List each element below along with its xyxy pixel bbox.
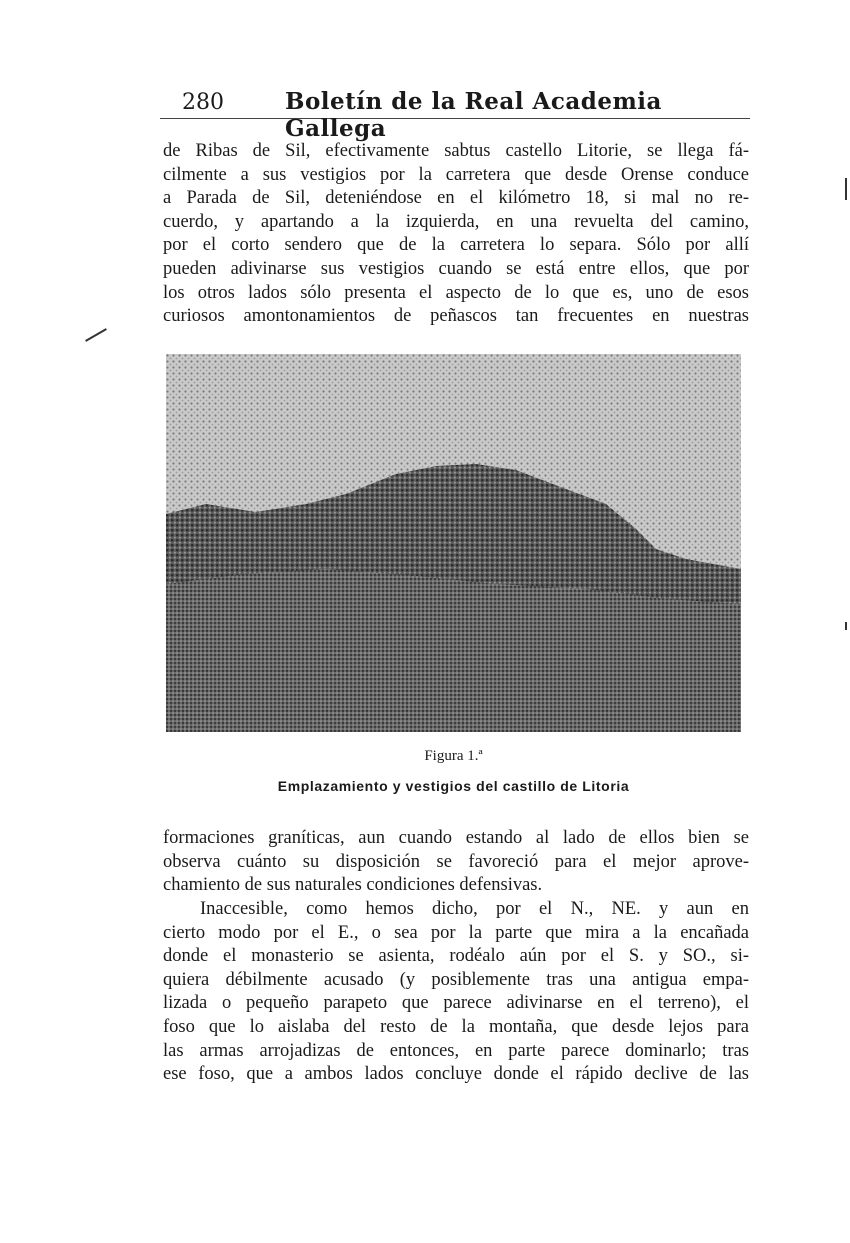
text-line: foso que lo aislaba del resto de la montaña, que desde lejos para — [163, 1016, 749, 1037]
figure-photograph — [166, 354, 741, 732]
page-header — [160, 84, 750, 142]
text-line: por el corto sendero que de la carretera lo separa. Sólo por allí — [163, 235, 749, 256]
text-line: pueden adivinarse sus vestigios cuando se está entre ellos, que por — [163, 258, 749, 279]
text-line: chamiento de sus naturales condiciones defensivas. — [163, 875, 543, 896]
scan-edge-mark — [845, 622, 847, 630]
text-line: las armas arrojadizas de entonces, en parte parece dominarlo; tras — [163, 1040, 749, 1061]
margin-pen-mark — [85, 328, 107, 342]
landscape-photo — [166, 354, 741, 732]
paragraph-1 — [163, 140, 749, 329]
text-line: los otros lados sólo presenta el aspecto de lo que es, uno de esos — [163, 282, 749, 303]
text-line: observa cuánto su disposición se favoreció para el mejor aprove- — [163, 851, 749, 872]
text-line: formaciones graníticas, aun cuando estando al lado de ellos bien se — [163, 828, 749, 848]
text-line: donde el monasterio se asienta, rodéalo aún por el S. y SO., si- — [163, 946, 749, 967]
text-line: ese foso, que a ambos lados concluye donde el rápido declive de las — [163, 1064, 749, 1085]
paragraph-2 — [163, 827, 749, 898]
page-number: 280 — [182, 90, 224, 115]
text-line: cuerdo, y apartando a la izquierda, en una revuelta del camino, — [163, 211, 749, 232]
text-line: cilmente a sus vestigios por la carretera que desde Orense conduce — [163, 164, 749, 185]
text-line: curiosos amontonamientos de peñascos tan frecuentes en nuestras — [163, 306, 749, 327]
figure-caption: Emplazamiento y vestigios del castillo de Litoria — [277, 778, 630, 794]
text-line: cierto modo por el E., o sea por la parte que mira a la encañada — [163, 922, 749, 943]
text-line: a Parada de Sil, deteniéndose en el kilómetro 18, si mal no re- — [163, 188, 749, 209]
running-title: Boletín de la Real Academia Gallega — [285, 88, 662, 142]
paragraph-3 — [163, 898, 749, 1087]
text-line: de Ribas de Sil, efectivamente sabtus castello Litorie, se llega fá- — [163, 141, 749, 161]
text-line: quiera débilmente acusado (y posiblemente tras una antigua empa- — [163, 969, 749, 990]
text-line: lizada o pequeño parapeto que parece adivinarse en el terreno), el — [163, 993, 749, 1014]
scan-edge-mark — [845, 178, 847, 200]
figure-label: Figura 1.ª — [424, 748, 483, 764]
text-line: Inaccesible, como hemos dicho, por el N., NE. y aun en — [200, 899, 749, 919]
